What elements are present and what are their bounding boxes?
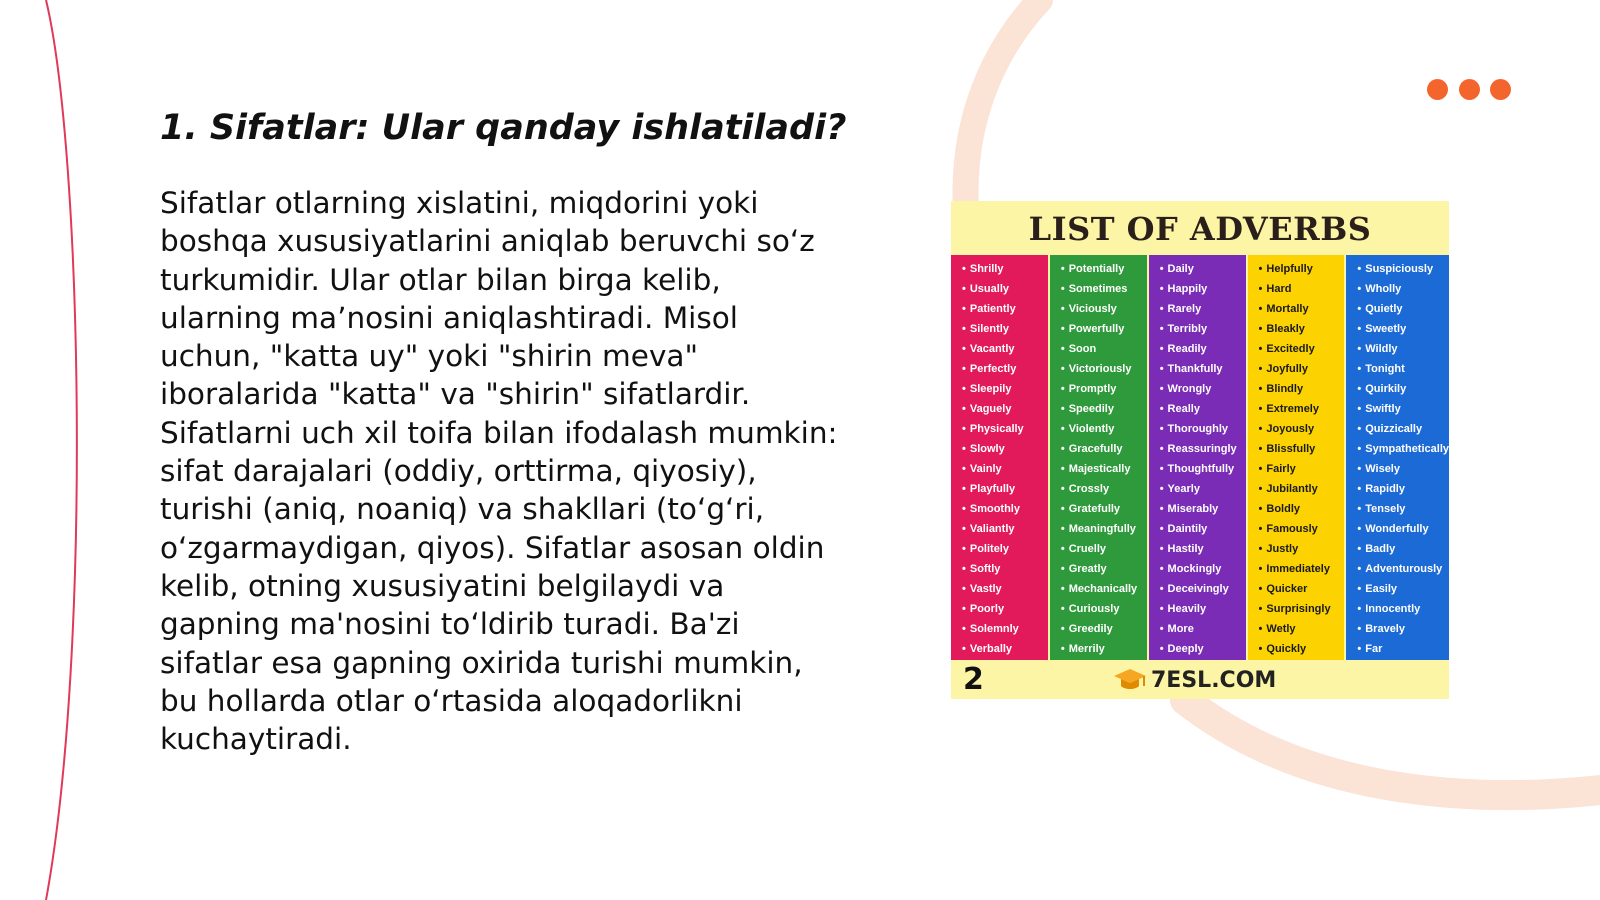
accent-dot: [1459, 79, 1480, 100]
adverb-item: • Cruelly: [1061, 539, 1147, 559]
adverb-item: • Gracefully: [1061, 439, 1147, 459]
adverb-item: • Terribly: [1160, 319, 1246, 339]
adverbs-column: [1346, 255, 1449, 660]
adverb-item: • Badly: [1357, 539, 1449, 559]
adverb-item: • Surprisingly: [1259, 599, 1345, 619]
adverb-item: • Greedily: [1061, 619, 1147, 639]
adverb-item: • Justly: [1259, 539, 1345, 559]
adverb-item: • Immediately: [1259, 559, 1345, 579]
adverb-item: • Sometimes: [1061, 279, 1147, 299]
adverb-item: • Playfully: [962, 479, 1048, 499]
adverb-item: • Blissfully: [1259, 439, 1345, 459]
adverb-item: • Hard: [1259, 279, 1345, 299]
adverb-item: • Physically: [962, 419, 1048, 439]
adverb-item: • Usually: [962, 279, 1048, 299]
adverb-item: • Meaningfully: [1061, 519, 1147, 539]
adverb-item: • Quirkily: [1357, 379, 1449, 399]
adverb-item: • Reassuringly: [1160, 439, 1246, 459]
accent-dots: [1427, 79, 1511, 101]
adverb-item: • Bleakly: [1259, 319, 1345, 339]
adverb-item: • Victoriously: [1061, 359, 1147, 379]
adverb-item: • Quickly: [1259, 639, 1345, 659]
adverb-item: • Potentially: [1061, 259, 1147, 279]
adverb-item: • Smoothly: [962, 499, 1048, 519]
adverb-item: • Vacantly: [962, 339, 1048, 359]
adverb-item: • Slowly: [962, 439, 1048, 459]
adverbs-list-title: LIST OF ADVERBS: [1028, 210, 1372, 248]
adverb-item: • Daintily: [1160, 519, 1246, 539]
slide-title: 1. Sifatlar: Ular qanday ishlatiladi?: [160, 108, 847, 148]
adverb-item: • Tensely: [1357, 499, 1449, 519]
adverb-item: • Daily: [1160, 259, 1246, 279]
adverb-item: • Wrongly: [1160, 379, 1246, 399]
brand-name: 7ESL.COM: [1151, 667, 1277, 693]
adverb-item: • Sympathetically: [1357, 439, 1449, 459]
adverb-item: • Majestically: [1061, 459, 1147, 479]
adverb-item: • Wetly: [1259, 619, 1345, 639]
adverbs-column: [1248, 255, 1345, 660]
adverb-item: • Far: [1357, 639, 1449, 659]
adverb-item: • Wonderfully: [1357, 519, 1449, 539]
adverb-item: • Boldly: [1259, 499, 1345, 519]
adverb-item: • Innocently: [1357, 599, 1449, 619]
accent-dot: [1427, 79, 1448, 100]
adverb-item: • Quizzically: [1357, 419, 1449, 439]
adverb-item: • Fairly: [1259, 459, 1345, 479]
adverb-item: • Powerfully: [1061, 319, 1147, 339]
adverb-item: • Excitedly: [1259, 339, 1345, 359]
adverb-item: • Quietly: [1357, 299, 1449, 319]
slide-body-text: Sifatlar otlarning xislatini, miqdorini yoki boshqa xususiyatlarini aniqlab beruvchi so‘z turkumidir. Ular otlar bilan birga kelib, ularning ma’nosini aniqlashtiradi. Misol uchun, "katta uy" yoki "shirin meva" iboralarida "katta" va "shirin" sifatlardir. Sifatlarni uch xil toifa bilan ifodalash mumkin: sifat darajalari (oddiy, orttirma, qiyosiy), turishi (aniq, noaniq) va shakllari (to‘g‘ri, o‘zgarmaydigan, qiyos). Sifatlar asosan oldin kelib, otning xususiyatini belgilaydi va gapning ma'nosini to‘ldirib turadi. Ba'zi sifatlar esa gapning oxirida turishi mumkin, bu hollarda otlar o‘rtasida aloqadorlikni kuchaytiradi.: [160, 186, 838, 757]
adverb-item: • Swiftly: [1357, 399, 1449, 419]
adverbs-column: [1050, 255, 1147, 660]
adverb-item: • Solemnly: [962, 619, 1048, 639]
adverb-item: • Sweetly: [1357, 319, 1449, 339]
adverb-item: • Wildly: [1357, 339, 1449, 359]
adverb-item: • Bravely: [1357, 619, 1449, 639]
adverb-item: • Viciously: [1061, 299, 1147, 319]
adverb-item: • Jubilantly: [1259, 479, 1345, 499]
adverb-item: • Wholly: [1357, 279, 1449, 299]
adverb-item: • Shrilly: [962, 259, 1048, 279]
adverb-item: • Promptly: [1061, 379, 1147, 399]
adverb-item: • Violently: [1061, 419, 1147, 439]
adverb-item: • Really: [1160, 399, 1246, 419]
adverb-item: • Softly: [962, 559, 1048, 579]
adverb-item: • Crossly: [1061, 479, 1147, 499]
adverb-item: • Silently: [962, 319, 1048, 339]
background-swoosh-lower: [1185, 700, 1600, 795]
adverb-item: • Thoughtfully: [1160, 459, 1246, 479]
adverb-item: • Vastly: [962, 579, 1048, 599]
adverbs-footer: [951, 660, 1449, 699]
graduation-cap-icon: [1113, 667, 1147, 693]
adverb-item: • Easily: [1357, 579, 1449, 599]
adverb-item: • Gratefully: [1061, 499, 1147, 519]
adverb-item: • Tonight: [1357, 359, 1449, 379]
brand-logo: [1113, 664, 1276, 696]
adverb-item: • Adventurously: [1357, 559, 1449, 579]
adverb-item: • Hastily: [1160, 539, 1246, 559]
adverb-item: • Happily: [1160, 279, 1246, 299]
adverb-item: • Mortally: [1259, 299, 1345, 319]
adverb-item: • More: [1160, 619, 1246, 639]
adverb-item: • Thankfully: [1160, 359, 1246, 379]
adverb-item: • Perfectly: [962, 359, 1048, 379]
adverb-item: • Wisely: [1357, 459, 1449, 479]
adverb-item: • Greatly: [1061, 559, 1147, 579]
adverb-item: • Verbally: [962, 639, 1048, 659]
adverb-item: • Joyfully: [1259, 359, 1345, 379]
adverb-item: • Vainly: [962, 459, 1048, 479]
adverb-item: • Readily: [1160, 339, 1246, 359]
adverb-item: • Vaguely: [962, 399, 1048, 419]
adverb-item: • Suspiciously: [1357, 259, 1449, 279]
adverbs-list-image: [951, 201, 1449, 699]
adverb-item: • Soon: [1061, 339, 1147, 359]
adverb-item: • Merrily: [1061, 639, 1147, 659]
adverb-item: • Extremely: [1259, 399, 1345, 419]
adverb-item: • Famously: [1259, 519, 1345, 539]
adverb-item: • Joyously: [1259, 419, 1345, 439]
adverb-item: • Patiently: [962, 299, 1048, 319]
adverb-item: • Heavily: [1160, 599, 1246, 619]
adverbs-column: [1149, 255, 1246, 660]
adverbs-column: [951, 255, 1048, 660]
adverb-item: • Rapidly: [1357, 479, 1449, 499]
adverb-item: • Blindly: [1259, 379, 1345, 399]
adverb-item: • Mockingly: [1160, 559, 1246, 579]
left-curve-line: [46, 0, 77, 900]
adverb-item: • Thoroughly: [1160, 419, 1246, 439]
adverb-item: • Rarely: [1160, 299, 1246, 319]
adverb-item: • Yearly: [1160, 479, 1246, 499]
adverb-item: • Valiantly: [962, 519, 1048, 539]
adverb-item: • Sleepily: [962, 379, 1048, 399]
adverb-item: • Politely: [962, 539, 1048, 559]
adverb-item: • Helpfully: [1259, 259, 1345, 279]
adverb-item: • Poorly: [962, 599, 1048, 619]
adverb-item: • Deeply: [1160, 639, 1246, 659]
adverb-item: • Curiously: [1061, 599, 1147, 619]
adverb-item: • Deceivingly: [1160, 579, 1246, 599]
adverbs-columns: [951, 255, 1449, 660]
adverbs-page-number: 2: [963, 662, 984, 697]
adverb-item: • Quicker: [1259, 579, 1345, 599]
accent-dot: [1490, 79, 1511, 100]
adverb-item: • Miserably: [1160, 499, 1246, 519]
adverb-item: • Speedily: [1061, 399, 1147, 419]
adverb-item: • Mechanically: [1061, 579, 1147, 599]
